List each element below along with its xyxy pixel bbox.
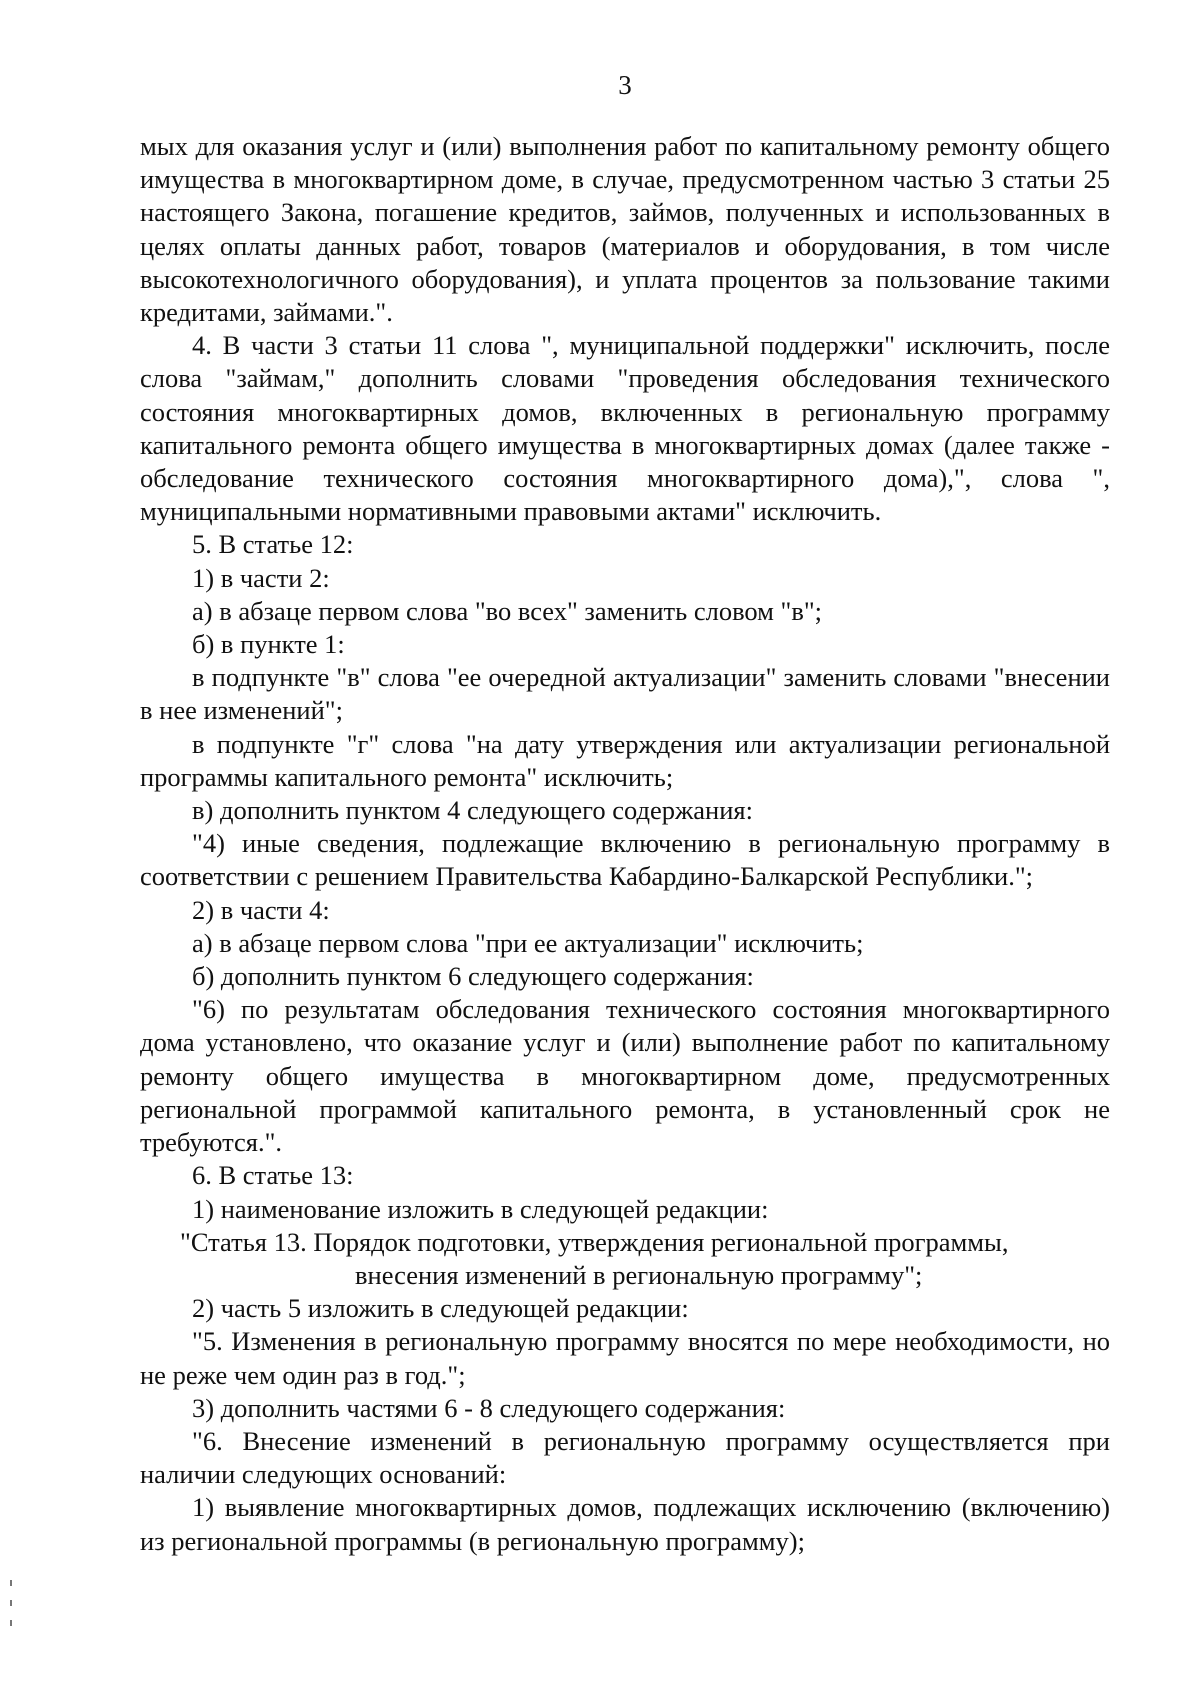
article-heading-line-1: "Статья 13. Порядок подготовки, утверждения региональной программы,	[180, 1226, 1009, 1257]
paragraph: а) в абзаце первом слова "при ее актуализации" исключить;	[192, 927, 864, 958]
page-number: 3	[618, 70, 632, 100]
paragraph: 3) дополнить частями 6 - 8 следующего содержания:	[192, 1392, 786, 1423]
paragraph: 1) выявление многоквартирных домов, подлежащих исключению (включению) из региональной программы (в региональную программу);	[140, 1492, 1110, 1556]
scan-artifact	[10, 1600, 12, 1606]
paragraph: "5. Изменения в региональную программу вносятся по мере необходимости, но не реже чем один раз в год.";	[140, 1326, 1110, 1390]
article-heading	[140, 1226, 1110, 1292]
paragraph: в) дополнить пунктом 4 следующего содержания:	[192, 795, 753, 826]
paragraph: 1) наименование изложить в следующей редакции:	[192, 1193, 769, 1224]
paragraph: б) дополнить пунктом 6 следующего содержания:	[192, 961, 754, 992]
document-body	[140, 130, 1110, 1558]
paragraph: в подпункте "в" слова "ее очередной актуализации" заменить словами "внесении в нее изменений";	[140, 662, 1110, 726]
paragraph: 4. В части 3 статьи 11 слова ", муниципальной поддержки" исключить, после слова "займам," дополнить словами "проведения обследования технического состояния многоквартирных домов, включенных в региональную программу капитального ремонта общего имущества в многоквартирных домах (далее также - обследование технического состояния многоквартирного дома),", слова ", муниципальными нормативными правовыми актами" исключить.	[140, 330, 1110, 527]
scan-artifact	[10, 1580, 12, 1586]
paragraphs-before-heading	[140, 130, 1110, 1226]
paragraph: 1) в части 2:	[192, 562, 330, 593]
paragraph: в подпункте "г" слова "на дату утверждения или актуализации региональной программы капитального ремонта" исключить;	[140, 728, 1110, 792]
paragraph: 2) часть 5 изложить в следующей редакции:	[192, 1293, 689, 1324]
paragraphs-after-heading	[140, 1292, 1110, 1558]
paragraph: "4) иные сведения, подлежащие включению в региональную программу в соответствии с решением Правительства Кабардино-Балкарской Республики.";	[140, 828, 1110, 892]
paragraph: "6. Внесение изменений в региональную программу осуществляется при наличии следующих оснований:	[140, 1425, 1110, 1490]
paragraph: а) в абзаце первом слова "во всех" заменить словом "в";	[192, 595, 823, 626]
paragraph: "6) по результатам обследования технического состояния многоквартирного дома установлено, что оказание услуг и (или) выполнение работ по капитальному ремонту общего имущества в многоквартирном доме, предусмотренных региональной программой капитального ремонта, в установленный срок не требуются.".	[140, 994, 1110, 1158]
paragraph: 2) в части 4:	[192, 894, 330, 925]
paragraph: 5. В статье 12:	[192, 529, 354, 560]
paragraph: 6. В статье 13:	[192, 1160, 354, 1191]
paragraph: б) в пункте 1:	[192, 629, 345, 660]
paragraph: мых для оказания услуг и (или) выполнения работ по капитальному ремонту общего имущества в многоквартирном доме, в случае, предусмотренном частью 3 статьи 25 настоящего Закона, погашение кредитов, займов, полученных и использованных в целях оплаты данных работ, товаров (материалов и оборудования, в том числе высокотехнологичного оборудования), и уплата процентов за пользование такими кредитами, займами.".	[140, 131, 1110, 328]
scan-artifact	[10, 1620, 12, 1626]
article-heading-line-2: внесения изменений в региональную программу";	[355, 1259, 923, 1290]
